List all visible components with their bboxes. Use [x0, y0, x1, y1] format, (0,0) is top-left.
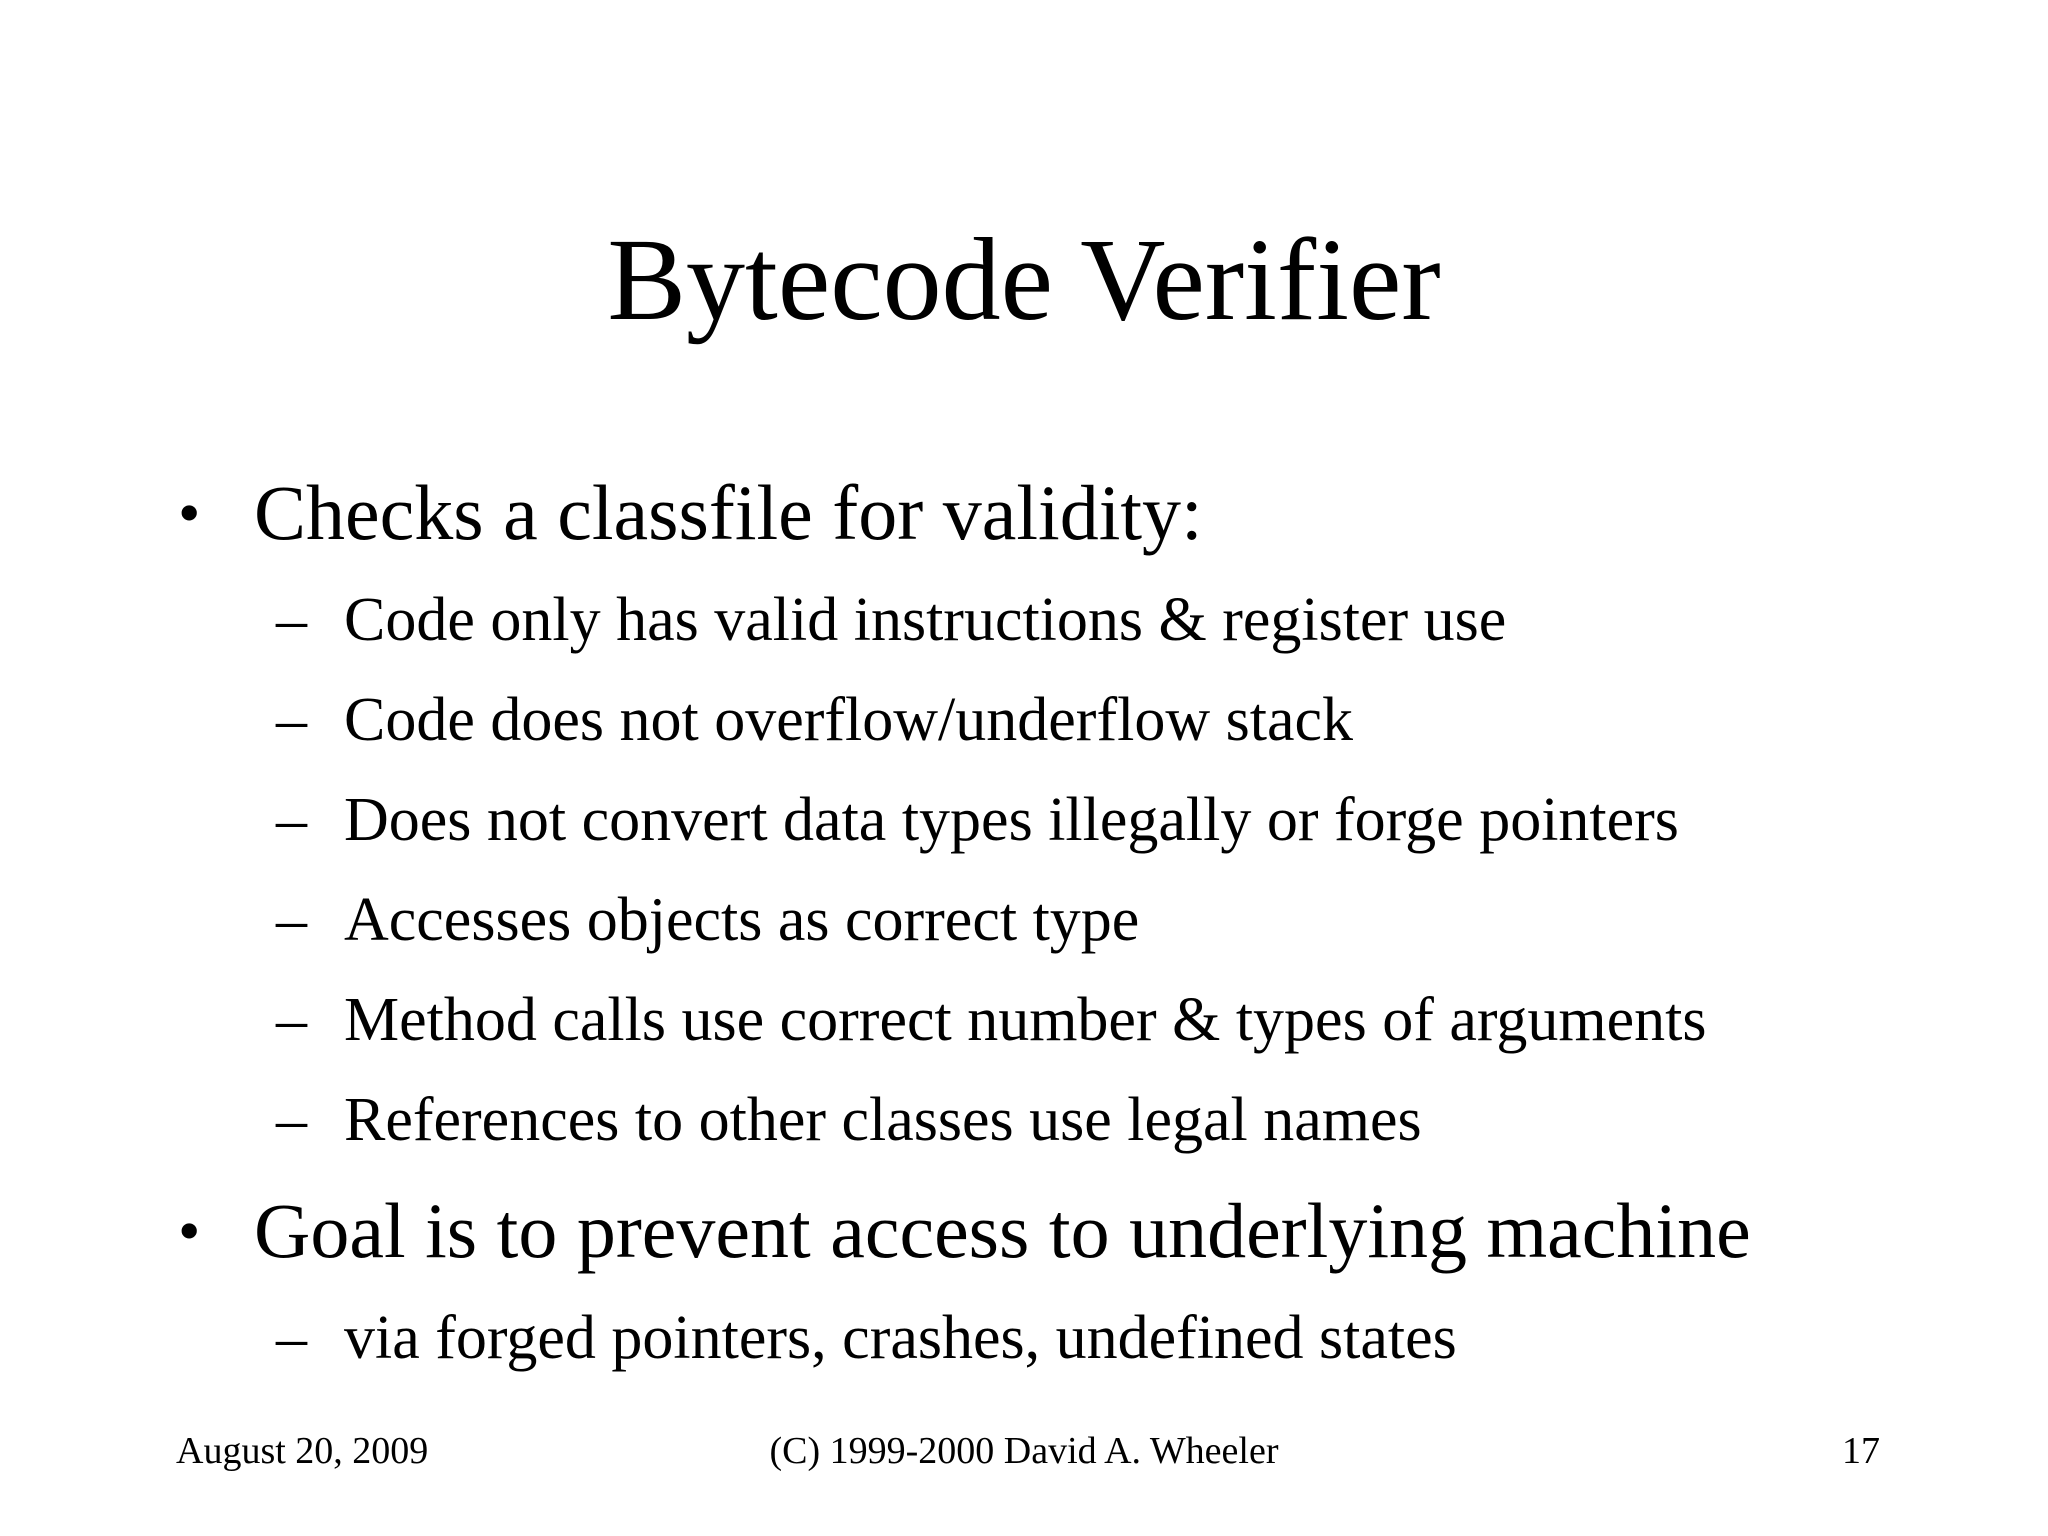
footer-page-number: 17	[1842, 1430, 1880, 1472]
footer-copyright: (C) 1999-2000 David A. Wheeler	[769, 1430, 1279, 1472]
bullet-marker: •	[178, 1195, 201, 1266]
sub-bullet-text: Code only has valid instructions & register use	[344, 586, 1507, 654]
sub-bullet-text: Does not convert data types illegally or forge pointers	[344, 786, 1679, 854]
sub-bullet-text: Accesses objects as correct type	[344, 886, 1140, 954]
dash-marker: –	[276, 1304, 307, 1372]
sub-bullet-text: Method calls use correct number & types of arguments	[344, 986, 1707, 1054]
dash-marker: –	[276, 1086, 307, 1154]
dash-marker: –	[276, 686, 307, 754]
dash-marker: –	[276, 986, 307, 1054]
bullet-marker: •	[178, 477, 201, 548]
bullet-text: Checks a classfile for validity:	[254, 469, 1203, 556]
footer-date: August 20, 2009	[176, 1430, 429, 1472]
sub-bullet-text: via forged pointers, crashes, undefined states	[344, 1304, 1457, 1372]
slide-title: Bytecode Verifier	[607, 214, 1441, 345]
sub-bullet-text: Code does not overflow/underflow stack	[344, 686, 1353, 754]
sub-bullet-text: References to other classes use legal names	[344, 1086, 1422, 1154]
dash-marker: –	[276, 586, 307, 654]
dash-marker: –	[276, 886, 307, 954]
dash-marker: –	[276, 786, 307, 854]
bullet-text: Goal is to prevent access to underlying machine	[254, 1187, 1751, 1274]
